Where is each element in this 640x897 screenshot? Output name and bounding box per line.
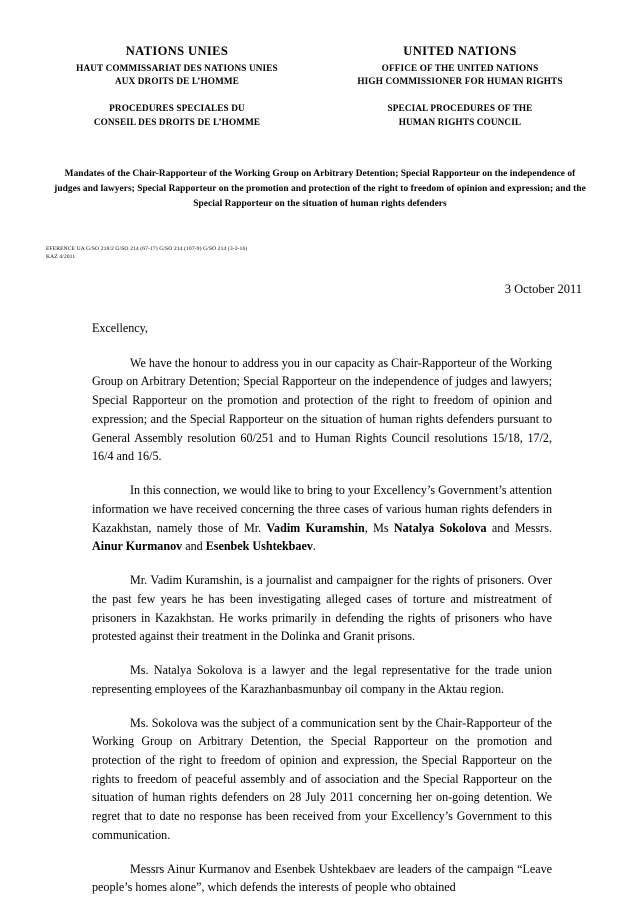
- person-name-natalya-sokolova: Natalya Sokolova: [393, 520, 487, 535]
- letterhead-english-subtitle-line2: HIGH COMMISSIONER FOR HUMAN RIGHTS: [357, 75, 563, 86]
- letterhead-english-column: [326, 44, 594, 129]
- person-name-ainur-kurmanov: Ainur Kurmanov: [92, 539, 183, 554]
- letterhead-english-subtitle-line1: OFFICE OF THE UNITED NATIONS: [381, 62, 539, 73]
- letterhead-english-procedures-line2: HUMAN RIGHTS COUNCIL: [398, 116, 522, 127]
- paragraph-6: Messrs Ainur Kurmanov and Esenbek Ushtekbaev are leaders of the campaign “Leave people’s homes alone”, which defends the interests of people who obtained: [92, 861, 552, 895]
- paragraph-5: Ms. Sokolova was the subject of a communication sent by the Chair-Rapporteur of the Working Group on Arbitrary Detention, the Special Rapporteur on the promotion and protection of the right to freedom of opinion and expression, the Special Rapporteur on the rights to freedom of peaceful assembly and of association and the Special Rapporteur on the situation of human rights defenders on 28 July 2011 concerning her on-going detention. We regret that to date no response has been received from your Excellency’s Government to this communication.: [92, 715, 552, 842]
- paragraph-1: We have the honour to address you in our capacity as Chair-Rapporteur of the Working Group on Arbitrary Detention; Special Rapporteur on the independence of judges and lawyers; Special Rapporteur on the promotion and protection of the right to freedom of opinion and expression; and the Special Rapporteur on the situation of human rights defenders pursuant to General Assembly resolution 60/251 and to Human Rights Council resolutions 15/18, 17/2, 16/4 and 16/5.: [92, 355, 552, 464]
- letter-body: [92, 319, 552, 897]
- reference-line-2: KAZ 4/2011: [46, 254, 76, 261]
- person-name-esenbek-ushtekbaev: Esenbek Ushtekbaev: [205, 539, 313, 554]
- letterhead-french-title: NATIONS UNIES: [125, 44, 229, 58]
- letterhead-english-title: UNITED NATIONS: [403, 44, 517, 58]
- letterhead-french-procedures-line1: PROCEDURES SPECIALES DU: [109, 103, 245, 114]
- paragraph-2: [92, 481, 552, 556]
- paragraph-2-text-part-1: In this connection, we would like to bring to your Excellency’s Government’s attention information we have received concerning the three cases of various human rights defenders in Kazakhstan, namely those of Mr.: [92, 483, 552, 535]
- paragraph-2-text-part-4: and: [182, 539, 206, 554]
- letterhead-english-procedures-block: [326, 102, 594, 129]
- letterhead: [0, 0, 640, 129]
- letterhead-french-procedures-line2: CONSEIL DES DROITS DE L’HOMME: [93, 116, 261, 127]
- person-name-vadim-kuramshin: Vadim Kuramshin: [266, 520, 365, 535]
- letterhead-french-subtitle-line2: AUX DROITS DE L’HOMME: [114, 75, 240, 86]
- salutation: Excellency,: [92, 321, 148, 336]
- letterhead-french-column: [46, 44, 308, 129]
- letterhead-french-subtitle-line1: HAUT COMMISSARIAT DES NATIONS UNIES: [76, 62, 278, 73]
- mandates-heading: Mandates of the Chair-Rapporteur of the Working Group on Arbitrary Detention; Special Rapporteur on the independence of judges and lawyers; Special Rapporteur on the promotion and protection of the right to freedom of opinion and expression; and the Special Rapporteur on the situation of human rights defenders: [54, 169, 586, 210]
- reference-block: [46, 245, 640, 262]
- letterhead-french-procedures-block: [46, 102, 308, 129]
- reference-line-1: EFERENCE UA G/SO 218/2 G/SO 214 (67-17) G/SO 214 (107-9) G/SO 214 (3-3-16): [46, 245, 248, 252]
- paragraph-3: Mr. Vadim Kuramshin, is a journalist and campaigner for the rights of prisoners. Over the past few years he has been investigating alleged cases of torture and mistreatment of prisoners in Kazakhstan. He works primarily in defending the rights of prisoners who have protested against their treatment in the Dolinka and Granit prisons.: [92, 573, 552, 644]
- paragraph-2-text-part-5: .: [312, 539, 316, 554]
- letterhead-english-procedures-line1: SPECIAL PROCEDURES OF THE: [387, 103, 533, 114]
- paragraph-2-text-part-2: , Ms: [364, 520, 394, 535]
- paragraph-4: Ms. Natalya Sokolova is a lawyer and the legal representative for the trade union representing employees of the Karazhanbasmunbay oil company in the Aktau region.: [92, 663, 552, 696]
- paragraph-2-text-part-3: and Messrs.: [486, 520, 552, 535]
- letter-date: 3 October 2011: [504, 282, 582, 297]
